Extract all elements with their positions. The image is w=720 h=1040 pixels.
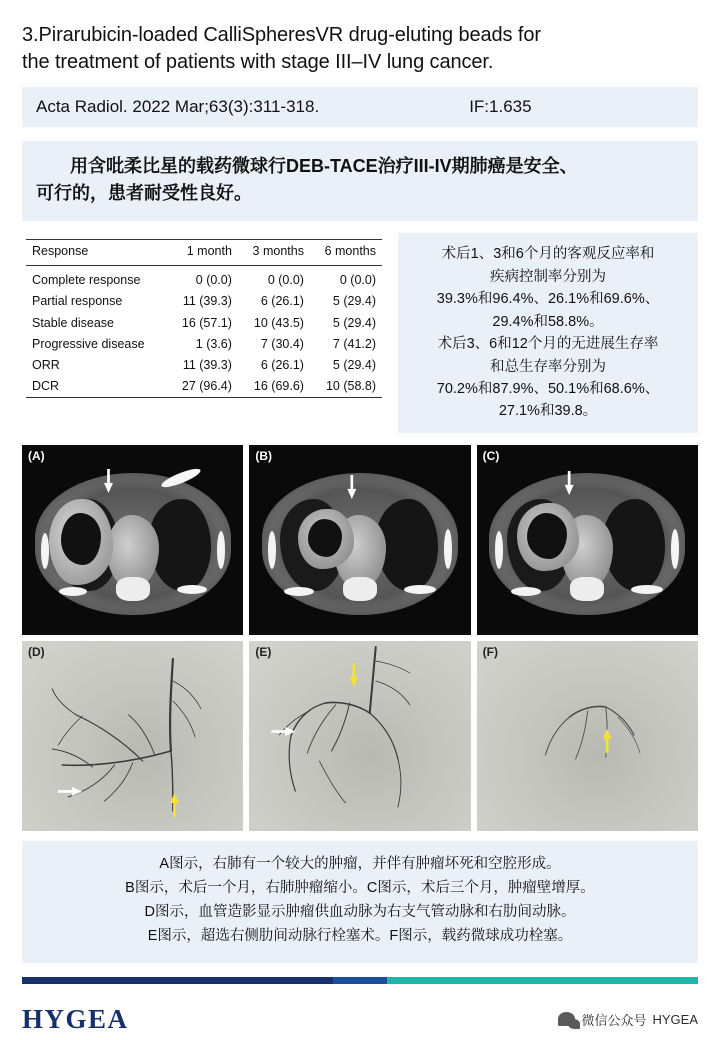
cell-1month: 0 (0.0) xyxy=(195,273,232,288)
angiography-row xyxy=(22,641,698,831)
cell-3months: 6 (26.1) xyxy=(260,294,304,309)
table-header-response: Response xyxy=(26,240,167,266)
ct-cavity-b xyxy=(308,519,342,557)
figure-caption xyxy=(22,841,698,963)
page-title xyxy=(22,0,698,75)
table-header-3months: 3 months xyxy=(238,240,310,266)
cell-6months: 5 (29.4) xyxy=(332,294,376,309)
ct-rib-a1 xyxy=(41,533,49,569)
figure-panel-c xyxy=(477,445,698,635)
figure-label-c: (C) xyxy=(482,448,500,463)
cell-3months: 10 (43.5) xyxy=(253,315,304,330)
cell-3months: 6 (26.1) xyxy=(260,357,304,372)
cell-3months: 7 (30.4) xyxy=(260,336,304,351)
ct-rib-b4 xyxy=(284,587,314,596)
ct-rib-b1 xyxy=(268,531,276,569)
results-row xyxy=(22,233,698,433)
ct-spine-a xyxy=(116,577,150,601)
cell-1month: 16 (57.1) xyxy=(181,315,232,330)
cell-6months: 0 (0.0) xyxy=(339,273,376,288)
ct-thorax-b xyxy=(262,473,458,615)
ct-rib-a4 xyxy=(59,587,87,596)
title-line-1: 3.Pirarubicin-loaded CalliSpheresVR drug-eluting beads for xyxy=(22,24,541,46)
summary-line-5: 术后3、6和12个月的无进展生存率 xyxy=(437,336,659,353)
figure-label-f: (F) xyxy=(482,644,498,659)
journal-bar xyxy=(22,87,698,127)
summary-line-3: 39.3%和96.4%、26.1%和69.6%、 xyxy=(436,291,660,308)
table-header-row xyxy=(26,240,382,266)
angio-vessels-f xyxy=(477,641,698,831)
summary-line-4: 29.4%和58.8%。 xyxy=(492,313,604,330)
cell-response: Stable disease xyxy=(32,315,115,330)
cell-6months: 10 (58.8) xyxy=(310,376,382,398)
cell-response: Progressive disease xyxy=(32,336,145,351)
table-row xyxy=(26,312,382,333)
wechat-account-name: HYGEA xyxy=(652,1011,698,1027)
footer-rule xyxy=(22,977,698,984)
table-row xyxy=(26,266,382,291)
summary-box xyxy=(398,233,698,433)
table-row xyxy=(26,333,382,354)
response-table xyxy=(26,239,382,398)
rule-segment-teal xyxy=(387,977,698,984)
cell-6months: 7 (41.2) xyxy=(332,336,376,351)
ct-rib-c1 xyxy=(495,531,503,569)
wechat-block xyxy=(558,1010,698,1029)
caption-line-3: D图示，血管造影显示肿瘤供血动脉为右支气管动脉和右肋间动脉。 xyxy=(144,903,576,920)
conclusion-line-2: 可行的，患者耐受性良好。 xyxy=(36,183,252,204)
cell-1month: 11 (39.3) xyxy=(182,357,232,372)
figure-panel-e xyxy=(249,641,470,831)
response-table-wrap xyxy=(22,233,386,433)
caption-line-2: B图示，术后一个月，右肺肿瘤缩小。C图示，术后三个月，肿瘤壁增厚。 xyxy=(125,879,595,896)
cell-response: DCR xyxy=(26,376,167,398)
summary-line-6: 和总生存率分别为 xyxy=(490,358,606,375)
ct-rib-c3 xyxy=(631,585,663,594)
ct-rib-a3 xyxy=(177,585,207,594)
cell-3months: 0 (0.0) xyxy=(267,273,304,288)
cell-6months: 5 (29.4) xyxy=(332,315,376,330)
ct-rib-b2 xyxy=(444,529,452,569)
ct-rib-c4 xyxy=(511,587,541,596)
ct-rib-a2 xyxy=(217,531,225,569)
summary-line-8: 27.1%和39.8。 xyxy=(498,403,598,420)
conclusion-block xyxy=(22,141,698,221)
table-header-1month: 1 month xyxy=(167,240,237,266)
ct-rib-c2 xyxy=(671,529,679,569)
cell-3months: 16 (69.6) xyxy=(238,376,310,398)
ct-rib-b3 xyxy=(404,585,436,594)
cell-1month: 1 (3.6) xyxy=(195,336,232,351)
cell-response: Partial response xyxy=(32,294,123,309)
ct-thorax-c xyxy=(489,473,685,615)
wechat-icon xyxy=(558,1012,575,1026)
rule-segment-navy xyxy=(22,977,333,984)
summary-line-7: 70.2%和87.9%、50.1%和68.6%、 xyxy=(436,381,660,397)
title-line-2: the treatment of patients with stage III–IV lung cancer. xyxy=(22,50,494,73)
summary-line-2: 疾病控制率分别为 xyxy=(490,268,606,285)
ct-cavity-c xyxy=(527,513,567,559)
caption-line-1: A图示，右肺有一个较大的肿瘤，并伴有肿瘤坏死和空腔形成。 xyxy=(159,855,561,872)
ct-spine-c xyxy=(570,577,604,601)
journal-citation: Acta Radiol. 2022 Mar;63(3):311-318. xyxy=(36,97,320,117)
caption-line-4: E图示，超选右侧肋间动脉行栓塞术。F图示，载药微球成功栓塞。 xyxy=(147,927,573,944)
table-header-6months: 6 months xyxy=(310,240,382,266)
figure-panel-b xyxy=(249,445,470,635)
cell-response: ORR xyxy=(32,357,60,372)
figure-panel-f xyxy=(477,641,698,831)
table-row xyxy=(26,354,382,375)
ct-cavity-a xyxy=(61,513,101,565)
summary-line-1: 术后1、3和6个月的客观反应率和 xyxy=(441,246,655,263)
rule-segment-blue xyxy=(333,977,387,984)
ct-spine-b xyxy=(343,577,377,601)
cell-1month: 11 (39.3) xyxy=(182,294,232,309)
footer xyxy=(22,1004,698,1035)
table-row xyxy=(26,376,382,398)
angio-vessels-e xyxy=(249,641,470,831)
figure-label-d: (D) xyxy=(28,644,45,659)
cell-6months: 5 (29.4) xyxy=(332,357,376,372)
cell-1month: 27 (96.4) xyxy=(167,376,237,398)
wechat-label: 微信公众号 xyxy=(581,1012,647,1028)
figure-label-b: (B) xyxy=(255,448,272,463)
figure-grid xyxy=(22,445,698,831)
brand-logo: HYGEA xyxy=(22,1003,129,1034)
ct-thorax-a xyxy=(35,473,231,615)
impact-factor: IF:1.635 xyxy=(469,97,532,117)
cell-response: Complete response xyxy=(32,273,141,288)
figure-label-a: (A) xyxy=(28,448,45,463)
conclusion-line-1 xyxy=(36,153,684,180)
conclusion-text-1: 用含吡柔比星的载药微球行DEB-TACE治疗III-IV期肺癌是安全、 xyxy=(70,156,578,177)
figure-panel-d xyxy=(22,641,243,831)
table-row xyxy=(26,291,382,312)
ct-row xyxy=(22,445,698,635)
angio-vessels-d xyxy=(22,641,243,831)
figure-panel-a xyxy=(22,445,243,635)
figure-label-e: (E) xyxy=(255,644,272,659)
